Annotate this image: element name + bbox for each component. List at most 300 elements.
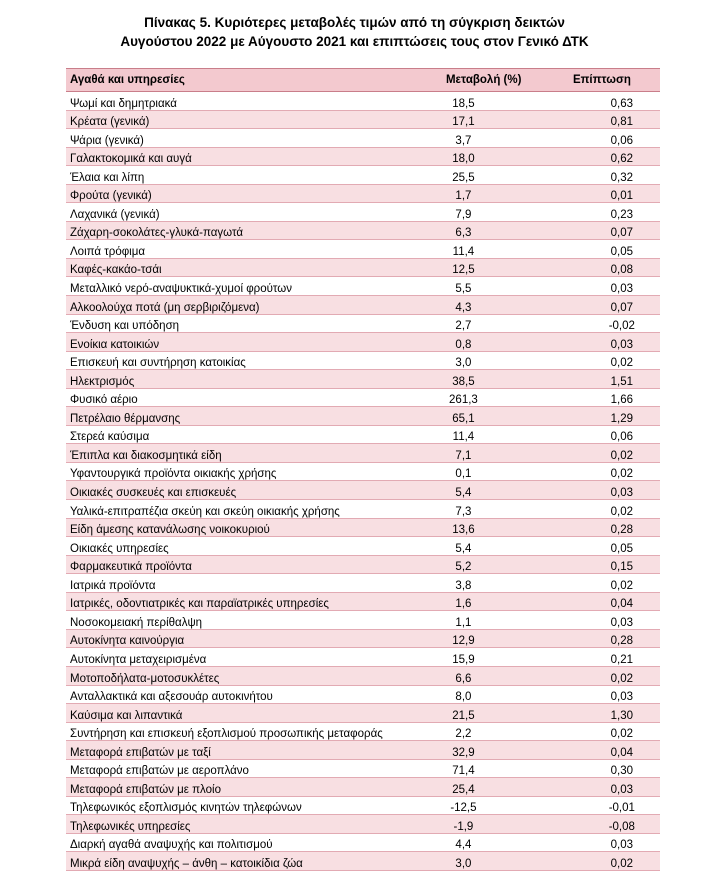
row-item-text: Αλκοολούχα ποτά (μη σερβιριζόμενα) bbox=[70, 301, 260, 314]
table-row bbox=[66, 315, 660, 334]
table-row bbox=[66, 500, 660, 519]
table-row bbox=[66, 296, 660, 315]
table-row bbox=[66, 166, 660, 185]
row-item-text: Τηλεφωνικός εξοπλισμός κινητών τηλεφώνων bbox=[70, 802, 302, 815]
row-change bbox=[423, 598, 543, 610]
row-impact-text: 0,03 bbox=[610, 338, 633, 351]
row-change bbox=[423, 172, 543, 184]
row-change-text: 5,2 bbox=[455, 561, 472, 574]
row-item-text: Φρούτα (γενικά) bbox=[70, 190, 152, 203]
row-impact-text: 0,03 bbox=[610, 616, 633, 629]
row-change-text: 71,4 bbox=[452, 765, 475, 778]
row-item-text: Έλαια και λίπη bbox=[70, 171, 145, 184]
row-change-text: 3,0 bbox=[455, 857, 472, 870]
table-row bbox=[66, 519, 660, 538]
table-row bbox=[66, 537, 660, 556]
row-change bbox=[423, 635, 543, 647]
row-change bbox=[423, 710, 543, 722]
row-change bbox=[423, 190, 543, 202]
row-item bbox=[66, 654, 423, 666]
row-change-text: 3,7 bbox=[455, 134, 472, 147]
row-impact-text: 0,02 bbox=[610, 449, 633, 462]
table-row bbox=[66, 352, 660, 371]
row-impact bbox=[544, 543, 660, 555]
row-impact-text: -0,01 bbox=[608, 802, 635, 815]
title-line-2: Αυγούστου 2022 με Αύγουστο 2021 και επιπτώσεις τους στον Γενικό ΔΤΚ bbox=[120, 34, 589, 49]
table-row bbox=[66, 704, 660, 723]
row-item-text: Ένδυση και υπόδηση bbox=[70, 320, 180, 333]
row-item bbox=[66, 209, 423, 221]
table-row bbox=[66, 667, 660, 686]
table-row bbox=[66, 389, 660, 408]
row-change-text: 5,4 bbox=[455, 487, 472, 500]
row-impact-text: 0,81 bbox=[610, 116, 633, 129]
row-impact-text: 0,02 bbox=[610, 728, 633, 741]
row-impact bbox=[544, 710, 660, 722]
table-row bbox=[66, 92, 660, 111]
row-change bbox=[423, 487, 543, 499]
row-item-text: Υαλικά-επιτραπέζια σκεύη και σκεύη οικιακής χρήσης bbox=[70, 505, 340, 518]
row-impact bbox=[544, 728, 660, 740]
row-change-text: 18,5 bbox=[452, 97, 475, 110]
row-impact bbox=[544, 357, 660, 369]
row-change bbox=[423, 839, 543, 851]
row-impact bbox=[544, 580, 660, 592]
row-change-text: 21,5 bbox=[452, 709, 475, 722]
row-item bbox=[66, 710, 423, 722]
row-item bbox=[66, 339, 423, 351]
row-impact-text: -0,08 bbox=[608, 820, 635, 833]
row-change bbox=[423, 135, 543, 147]
row-change bbox=[423, 765, 543, 777]
row-change-text: 32,9 bbox=[452, 746, 475, 759]
table-row bbox=[66, 185, 660, 204]
row-impact bbox=[544, 487, 660, 499]
row-item-text: Μικρά είδη αναψυχής – άνθη – κατοικίδια ζώα bbox=[70, 857, 303, 870]
row-impact-text: 1,29 bbox=[610, 412, 633, 425]
row-change-text: 3,8 bbox=[455, 579, 472, 592]
row-impact-text: 0,03 bbox=[610, 283, 633, 296]
row-item-text: Είδη άμεσης κατανάλωσης νοικοκυριού bbox=[70, 524, 270, 537]
row-item bbox=[66, 227, 423, 239]
row-change-text: 4,4 bbox=[455, 839, 472, 852]
row-impact bbox=[544, 302, 660, 314]
row-change bbox=[423, 821, 543, 833]
row-impact bbox=[544, 524, 660, 536]
row-change-text: 7,3 bbox=[455, 505, 472, 518]
table-row bbox=[66, 648, 660, 667]
table-row bbox=[66, 797, 660, 816]
row-impact-text: 0,06 bbox=[610, 431, 633, 444]
row-item bbox=[66, 190, 423, 202]
table-row bbox=[66, 630, 660, 649]
row-impact bbox=[544, 468, 660, 480]
row-impact-text: 0,32 bbox=[610, 171, 633, 184]
row-change bbox=[423, 654, 543, 666]
row-impact bbox=[544, 172, 660, 184]
row-impact-text: 0,04 bbox=[610, 598, 633, 611]
row-change-text: 17,1 bbox=[452, 116, 475, 129]
row-impact-text: 0,23 bbox=[610, 208, 633, 221]
row-change bbox=[423, 728, 543, 740]
row-item bbox=[66, 506, 423, 518]
row-impact bbox=[544, 691, 660, 703]
row-item-text: Ιατρικά προϊόντα bbox=[70, 579, 156, 592]
row-change-text: 0,1 bbox=[455, 468, 472, 481]
row-impact-text: 1,51 bbox=[610, 375, 633, 388]
row-item bbox=[66, 320, 423, 332]
row-item bbox=[66, 172, 423, 184]
table-row bbox=[66, 686, 660, 705]
row-impact bbox=[544, 413, 660, 425]
row-item-text: Μοτοποδήλατα-μοτοσυκλέτες bbox=[70, 672, 220, 685]
row-impact-text: 0,07 bbox=[610, 227, 633, 240]
row-change-text: 4,3 bbox=[455, 301, 472, 314]
row-impact-text: 0,03 bbox=[610, 783, 633, 796]
row-item-text: Έπιπλα και διακοσμητικά είδη bbox=[70, 449, 222, 462]
table-row bbox=[66, 574, 660, 593]
row-item-text: Καφές-κακάο-τσάι bbox=[70, 264, 162, 277]
row-change-text: 0,8 bbox=[455, 338, 472, 351]
table-body bbox=[66, 92, 660, 871]
table-row bbox=[66, 444, 660, 463]
row-item bbox=[66, 747, 423, 759]
table-row bbox=[66, 333, 660, 352]
row-change bbox=[423, 283, 543, 295]
row-change-text: 15,9 bbox=[452, 653, 475, 666]
title-line-1: Πίνακας 5. Κυριότερες μεταβολές τιμών από τη σύγκριση δεικτών bbox=[144, 15, 565, 30]
row-change bbox=[423, 450, 543, 462]
row-change bbox=[423, 691, 543, 703]
row-change bbox=[423, 673, 543, 685]
row-item bbox=[66, 839, 423, 851]
row-impact bbox=[544, 635, 660, 647]
row-item bbox=[66, 283, 423, 295]
row-item bbox=[66, 357, 423, 369]
row-impact-text: 0,02 bbox=[610, 579, 633, 592]
row-change bbox=[423, 858, 543, 870]
row-item bbox=[66, 394, 423, 406]
row-item-text: Ενοίκια κατοικιών bbox=[70, 338, 160, 351]
row-change-text: 7,9 bbox=[455, 208, 472, 221]
row-change bbox=[423, 116, 543, 128]
row-change bbox=[423, 339, 543, 351]
row-impact-text: 0,06 bbox=[610, 134, 633, 147]
row-change bbox=[423, 506, 543, 518]
row-item bbox=[66, 765, 423, 777]
row-change bbox=[423, 784, 543, 796]
row-impact bbox=[544, 209, 660, 221]
row-impact-text: -0,02 bbox=[608, 320, 635, 333]
row-change-text: 11,4 bbox=[452, 431, 475, 444]
row-impact-text: 0,28 bbox=[610, 524, 633, 537]
row-impact-text: 0,02 bbox=[610, 672, 633, 685]
row-change bbox=[423, 394, 543, 406]
row-change-text: 1,1 bbox=[455, 616, 472, 629]
header-change: Μεταβολή (%) bbox=[445, 74, 522, 86]
row-item-text: Υφαντουργικά προϊόντα οικιακής χρήσης bbox=[70, 468, 277, 481]
row-impact bbox=[544, 802, 660, 814]
row-impact bbox=[544, 394, 660, 406]
row-impact bbox=[544, 246, 660, 258]
row-item bbox=[66, 450, 423, 462]
row-impact-text: 0,28 bbox=[610, 635, 633, 648]
row-change-text: 5,5 bbox=[455, 283, 472, 296]
row-impact bbox=[544, 450, 660, 462]
table-row bbox=[66, 741, 660, 760]
row-item-text: Διαρκή αγαθά αναψυχής και πολιτισμού bbox=[70, 839, 273, 852]
row-impact bbox=[544, 784, 660, 796]
row-change-text: 1,6 bbox=[455, 598, 472, 611]
row-item-text: Συντήρηση και επισκευή εξοπλισμού προσωπικής μεταφοράς bbox=[70, 728, 383, 741]
row-item-text: Ζάχαρη-σοκολάτες-γλυκά-παγωτά bbox=[70, 227, 243, 240]
row-item-text: Φαρμακευτικά προϊόντα bbox=[70, 561, 192, 574]
row-item-text: Ηλεκτρισμός bbox=[70, 375, 135, 388]
table-row bbox=[66, 852, 660, 871]
row-item bbox=[66, 468, 423, 480]
table-row bbox=[66, 611, 660, 630]
price-change-table bbox=[66, 68, 660, 871]
row-change-text: 12,5 bbox=[452, 264, 475, 277]
table-row bbox=[66, 760, 660, 779]
row-impact-text: 1,30 bbox=[610, 709, 633, 722]
row-change bbox=[423, 227, 543, 239]
row-impact bbox=[544, 153, 660, 165]
row-item bbox=[66, 691, 423, 703]
row-impact bbox=[544, 320, 660, 332]
row-change-text: 8,0 bbox=[455, 691, 472, 704]
row-change-text: 2,2 bbox=[455, 728, 472, 741]
row-impact-text: 0,02 bbox=[610, 357, 633, 370]
row-item bbox=[66, 673, 423, 685]
row-change bbox=[423, 580, 543, 592]
row-change-text: 7,1 bbox=[455, 449, 472, 462]
row-item-text: Οικιακές υπηρεσίες bbox=[70, 542, 169, 555]
row-item bbox=[66, 431, 423, 443]
row-change bbox=[423, 413, 543, 425]
row-impact bbox=[544, 561, 660, 573]
row-item bbox=[66, 821, 423, 833]
row-change bbox=[423, 264, 543, 276]
table-row bbox=[66, 148, 660, 167]
row-change bbox=[423, 747, 543, 759]
row-change-text: 18,0 bbox=[452, 153, 475, 166]
row-impact-text: 0,05 bbox=[610, 542, 633, 555]
row-change-text: 13,6 bbox=[452, 524, 475, 537]
table-row bbox=[66, 259, 660, 278]
row-item-text: Νοσοκομειακή περίθαλψη bbox=[70, 616, 203, 629]
row-change bbox=[423, 209, 543, 221]
row-change-text: 11,4 bbox=[452, 245, 475, 258]
row-impact-text: 0,30 bbox=[610, 765, 633, 778]
row-change bbox=[423, 302, 543, 314]
row-item bbox=[66, 617, 423, 629]
row-impact bbox=[544, 673, 660, 685]
row-impact bbox=[544, 617, 660, 629]
header-impact: Επίπτωση bbox=[572, 74, 631, 86]
table-row bbox=[66, 222, 660, 241]
table-title bbox=[0, 13, 709, 51]
row-change-text: 25,4 bbox=[452, 783, 475, 796]
table-row bbox=[66, 815, 660, 834]
row-impact bbox=[544, 227, 660, 239]
row-impact bbox=[544, 858, 660, 870]
row-change bbox=[423, 376, 543, 388]
row-change-text: 25,5 bbox=[452, 171, 475, 184]
row-change-text: 65,1 bbox=[452, 412, 475, 425]
row-item-text: Πετρέλαιο θέρμανσης bbox=[70, 412, 181, 425]
row-item-text: Καύσιμα και λιπαντικά bbox=[70, 709, 183, 722]
row-impact bbox=[544, 506, 660, 518]
row-impact bbox=[544, 598, 660, 610]
row-change-text: 2,7 bbox=[455, 320, 472, 333]
table-row bbox=[66, 370, 660, 389]
row-impact bbox=[544, 765, 660, 777]
row-impact-text: 0,02 bbox=[610, 857, 633, 870]
row-item-text: Μεταφορά επιβατών με ταξί bbox=[70, 746, 211, 759]
row-change bbox=[423, 98, 543, 110]
row-item-text: Λοιπά τρόφιμα bbox=[70, 245, 146, 258]
row-impact-text: 0,07 bbox=[610, 301, 633, 314]
row-item-text: Γαλακτοκομικά και αυγά bbox=[70, 153, 192, 166]
row-item-text: Ψωμί και δημητριακά bbox=[70, 97, 177, 110]
header-item: Αγαθά και υπηρεσίες bbox=[70, 74, 185, 86]
row-impact bbox=[544, 654, 660, 666]
row-impact bbox=[544, 339, 660, 351]
row-item bbox=[66, 543, 423, 555]
row-impact-text: 0,08 bbox=[610, 264, 633, 277]
row-item bbox=[66, 413, 423, 425]
table-row bbox=[66, 778, 660, 797]
row-impact bbox=[544, 821, 660, 833]
row-item-text: Μεταφορά επιβατών με αεροπλάνο bbox=[70, 765, 249, 778]
row-impact-text: 1,66 bbox=[610, 394, 633, 407]
row-item bbox=[66, 302, 423, 314]
row-item bbox=[66, 598, 423, 610]
row-impact-text: 0,05 bbox=[610, 245, 633, 258]
row-change bbox=[423, 320, 543, 332]
row-item bbox=[66, 728, 423, 740]
row-item-text: Αυτοκίνητα μεταχειρισμένα bbox=[70, 653, 207, 666]
table-header-row bbox=[66, 68, 660, 92]
row-change bbox=[423, 357, 543, 369]
row-item bbox=[66, 580, 423, 592]
row-item bbox=[66, 98, 423, 110]
row-impact bbox=[544, 116, 660, 128]
row-item-text: Κρέατα (γενικά) bbox=[70, 116, 150, 129]
row-change bbox=[423, 431, 543, 443]
row-item-text: Φυσικό αέριο bbox=[70, 394, 138, 407]
row-item bbox=[66, 487, 423, 499]
row-impact bbox=[544, 98, 660, 110]
row-impact bbox=[544, 376, 660, 388]
row-item-text: Στερεά καύσιμα bbox=[70, 431, 150, 444]
row-item bbox=[66, 246, 423, 258]
row-impact-text: 0,02 bbox=[610, 505, 633, 518]
row-impact-text: 0,01 bbox=[610, 190, 633, 203]
table-row bbox=[66, 463, 660, 482]
row-item bbox=[66, 802, 423, 814]
row-change bbox=[423, 468, 543, 480]
row-item bbox=[66, 858, 423, 870]
table-row bbox=[66, 723, 660, 742]
table-row bbox=[66, 111, 660, 130]
row-item-text: Επισκευή και συντήρηση κατοικίας bbox=[70, 357, 246, 370]
row-item bbox=[66, 135, 423, 147]
row-impact bbox=[544, 431, 660, 443]
row-item-text: Αυτοκίνητα καινούργια bbox=[70, 635, 185, 648]
row-item-text: Ψάρια (γενικά) bbox=[70, 134, 144, 147]
table-row bbox=[66, 481, 660, 500]
row-item-text: Οικιακές συσκευές και επισκευές bbox=[70, 487, 237, 500]
row-impact bbox=[544, 747, 660, 759]
row-item bbox=[66, 153, 423, 165]
row-item-text: Ανταλλακτικά και αξεσουάρ αυτοκινήτου bbox=[70, 691, 273, 704]
row-impact-text: 0,63 bbox=[610, 97, 633, 110]
row-item bbox=[66, 635, 423, 647]
row-change bbox=[423, 153, 543, 165]
table-row bbox=[66, 834, 660, 853]
row-change bbox=[423, 802, 543, 814]
row-change-text: 38,5 bbox=[452, 375, 475, 388]
row-impact bbox=[544, 264, 660, 276]
row-impact bbox=[544, 839, 660, 851]
table-row bbox=[66, 203, 660, 222]
row-item bbox=[66, 561, 423, 573]
row-change bbox=[423, 246, 543, 258]
table-row bbox=[66, 426, 660, 445]
table-row bbox=[66, 277, 660, 296]
row-item bbox=[66, 116, 423, 128]
row-impact-text: 0,03 bbox=[610, 487, 633, 500]
row-change-text: -12,5 bbox=[450, 802, 477, 815]
row-change-text: 1,7 bbox=[455, 190, 472, 203]
row-impact-text: 0,03 bbox=[610, 691, 633, 704]
row-item bbox=[66, 376, 423, 388]
table-row bbox=[66, 407, 660, 426]
row-impact bbox=[544, 190, 660, 202]
row-change bbox=[423, 524, 543, 536]
row-impact-text: 0,02 bbox=[610, 468, 633, 481]
row-item-text: Μεταφορά επιβατών με πλοίο bbox=[70, 783, 221, 796]
table-row bbox=[66, 240, 660, 259]
row-change-text: 6,6 bbox=[455, 672, 472, 685]
row-change-text: 261,3 bbox=[449, 394, 478, 407]
row-impact-text: 0,62 bbox=[610, 153, 633, 166]
row-change-text: 5,4 bbox=[455, 542, 472, 555]
row-impact bbox=[544, 283, 660, 295]
row-change-text: 12,9 bbox=[452, 635, 475, 648]
row-impact-text: 0,15 bbox=[610, 561, 633, 574]
table-row bbox=[66, 129, 660, 148]
table-row bbox=[66, 556, 660, 575]
table-row bbox=[66, 593, 660, 612]
row-impact-text: 0,21 bbox=[610, 653, 633, 666]
row-change-text: 6,3 bbox=[455, 227, 472, 240]
row-item-text: Λαχανικά (γενικά) bbox=[70, 208, 160, 221]
row-item-text: Μεταλλικό νερό-αναψυκτικά-χυμοί φρούτων bbox=[70, 283, 292, 296]
row-item bbox=[66, 524, 423, 536]
row-change-text: -1,9 bbox=[453, 820, 474, 833]
row-item-text: Ιατρικές, οδοντιατρικές και παραϊατρικές υπηρεσίες bbox=[70, 598, 329, 611]
row-item bbox=[66, 784, 423, 796]
row-item bbox=[66, 264, 423, 276]
row-change bbox=[423, 543, 543, 555]
row-impact-text: 0,04 bbox=[610, 746, 633, 759]
row-impact-text: 0,03 bbox=[610, 839, 633, 852]
row-change bbox=[423, 561, 543, 573]
row-impact bbox=[544, 135, 660, 147]
